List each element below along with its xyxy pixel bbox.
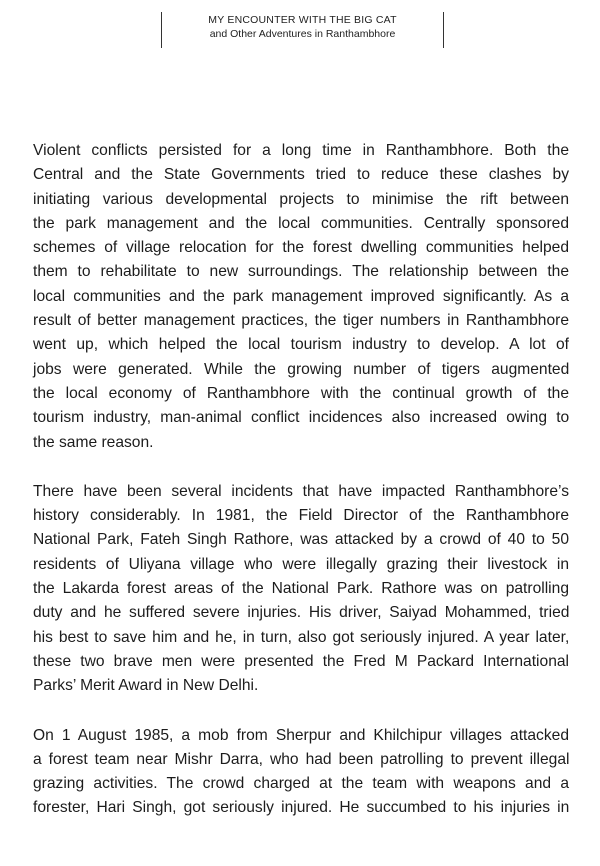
text-line: went up, which helped the local tourism industry to develop. A lot of: [33, 336, 569, 354]
paragraph-3: [33, 724, 569, 821]
text-line: local communities and the park management improved significantly. As a: [33, 287, 569, 305]
text-line: duty and he suffered severe injuries. His driver, Saiyad Mohammed, tried: [33, 604, 570, 622]
text-line: these two brave men were presented the Fred M Packard International: [33, 652, 569, 670]
text-line: schemes of village relocation for the forest dwelling communities helped: [33, 239, 569, 257]
text-line: the same reason.: [33, 433, 154, 451]
text-line: history considerably. In 1981, the Field Director of the Ranthambhore: [33, 507, 569, 525]
text-line: jobs were generated. While the growing number of tigers augmented: [33, 360, 570, 378]
text-line: tourism industry, man-animal conflict incidences also increased owing to: [33, 409, 570, 427]
paragraph-1: [33, 139, 569, 455]
text-line: the local economy of Ranthambhore with the continual growth of the: [33, 384, 569, 402]
text-line: a forest team near Mishr Darra, who had been patrolling to prevent illegal: [33, 750, 570, 768]
text-line: National Park, Fateh Singh Rathore, was attacked by a crowd of 40 to 50: [33, 531, 569, 549]
text-line: forester, Hari Singh, got seriously injured. He succumbed to his injuries in: [33, 799, 570, 817]
book-subtitle: and Other Adventures in Ranthambhore: [209, 28, 396, 40]
text-line: his best to save him and he, in turn, also got seriously injured. A year later,: [33, 628, 570, 646]
text-line: Parks’ Merit Award in New Delhi.: [33, 677, 259, 695]
text-line: residents of Uliyana village who were illegally grazing their livestock in: [33, 555, 569, 573]
text-line: them to rehabilitate to new surroundings. The relationship between the: [33, 263, 570, 281]
text-line: There have been several incidents that have impacted Ranthambhore’s: [33, 482, 569, 500]
text-line: Central and the State Governments tried to reduce these clashes by: [33, 166, 569, 184]
text-line: the Lakarda forest areas of the National Park. Rathore was on patrolling: [33, 580, 569, 598]
book-title: MY ENCOUNTER WITH THE BIG CAT: [208, 14, 397, 26]
paragraph-2: [33, 480, 569, 699]
text-line: grazing activities. The crowd charged at the team with weapons and a: [33, 775, 569, 793]
text-line: Violent conflicts persisted for a long time in Ranthambhore. Both the: [33, 142, 569, 159]
text-line: initiating various developmental projects to minimise the rift between: [33, 190, 569, 208]
text-line: On 1 August 1985, a mob from Sherpur and Khilchipur villages attacked: [33, 726, 569, 744]
body-text: [33, 139, 569, 846]
text-line: the park management and the local communities. Centrally sponsored: [33, 214, 569, 232]
text-line: result of better management practices, the tiger numbers in Ranthambhore: [33, 312, 569, 330]
running-header: [161, 12, 444, 48]
